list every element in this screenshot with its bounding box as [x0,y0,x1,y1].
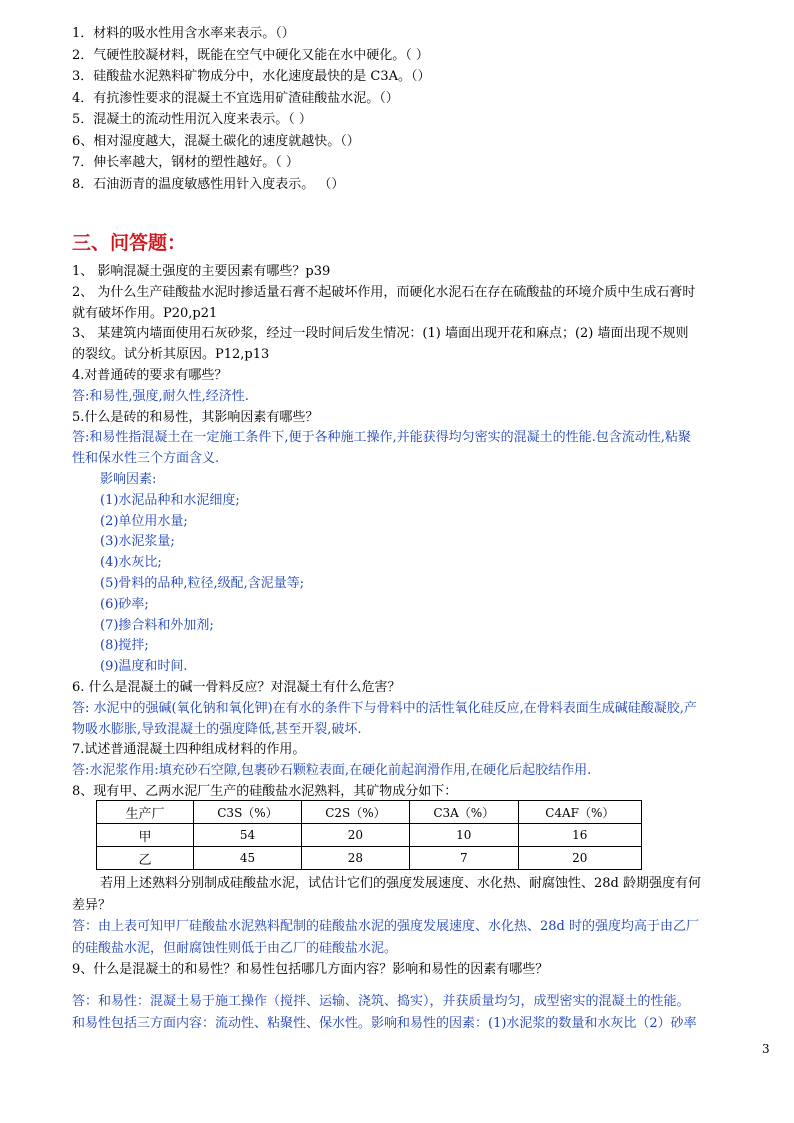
table-header-cell: C3S（%） [194,801,302,824]
qa-line: (1)水泥品种和水泥细度; [100,492,240,508]
table-header-row [97,801,642,824]
qa-line: 差异？ [72,897,112,913]
qa-line: 4.对普通砖的要求有哪些？ [72,368,228,383]
qa-line: 影响因素: [100,472,157,487]
judgement-item: 6、相对湿度越大，混凝土碳化的速度就越快。（） [72,133,360,149]
judgement-item: 1．材料的吸水性用含水率来表示。（） [72,26,295,41]
qa-line: 性和保水性三个方面含义. [72,451,220,467]
qa-line: 3、 某建筑内墙面使用石灰砂浆，经过一段时间后发生情况：(1) 墙面出现开花和麻点；(2) 墙面出现不规则 [72,326,689,342]
qa-line: 的硅酸盐水泥，但耐腐蚀性则低于由乙厂的硅酸盐水泥。 [72,940,398,956]
judgement-item: 2．气硬性胶凝材料，既能在空气中硬化又能在水中硬化。（ ） [72,47,429,63]
qa-line: 答:和易性,强度,耐久性,经济性. [72,388,249,404]
qa-line: 答：和易性：混凝土易于施工操作（搅拌、运输、浇筑、捣实），并获质量均匀，成型密实的混凝土的性能。 [72,994,690,1009]
page-number: 3 [762,1042,770,1056]
qa-line: (6)砂率; [100,596,149,612]
table-header-cell: C4AF（%） [518,801,641,824]
qa-line: 答:水泥浆作用:填充砂石空隙,包裹砂石颗粒表面,在硬化前起润滑作用,在硬化后起胶结作用. [72,763,592,779]
qa-line: 答: 水泥中的强碱(氧化钠和氧化钾)在有水的条件下与骨料中的活性氧化硅反应,在骨料表面生成碱硅酸凝胶,产 [72,700,697,716]
table-header-cell: 生产厂 [97,801,194,824]
table-cell: 7 [409,847,518,870]
qa-line: 5.什么是砖的和易性，其影响因素有哪些？ [72,409,319,425]
table-header-cell: C3A（%） [409,801,518,824]
table-cell: 乙 [97,847,194,870]
qa-line: 的裂纹。试分析其原因。P12,p13 [72,347,270,363]
table-cell: 20 [301,824,409,847]
qa-line: 就有破坏作用。P20,p21 [72,305,218,321]
qa-line: (3)水泥浆量; [100,534,175,550]
qa-line: 若用上述熟料分别制成硅酸盐水泥，试估计它们的强度发展速度、水化热、耐腐蚀性、28d 龄期强度有何 [100,876,701,891]
qa-line: 6. 什么是混凝土的碱一骨料反应？对混凝土有什么危害？ [72,680,401,695]
table-cell: 甲 [97,824,194,847]
table-row [97,847,642,870]
qa-line: (2)单位用水量; [100,513,188,529]
table-cell: 16 [518,824,641,847]
table-cell: 20 [518,847,641,870]
table-cell: 54 [194,824,302,847]
qa-line: (9)温度和时间. [100,659,188,675]
judgement-item: 4．有抗渗性要求的混凝土不宜选用矿渣硅酸盐水泥。（） [72,90,399,106]
qa-line: 9、什么是混凝土的和易性？和易性包括哪几方面内容？影响和易性的因素有哪些？ [72,962,549,977]
qa-line: 答:和易性指混凝土在一定施工条件下,便于各种施工操作,并能获得均匀密实的混凝土的性能.包含流动性,粘聚 [72,430,691,446]
table-cell: 10 [409,824,518,847]
qa-line: (8)搅拌; [100,638,149,654]
qa-line: 1、 影响混凝土强度的主要因素有哪些？p39 [72,264,331,279]
table-header-cell: C2S（%） [301,801,409,824]
judgement-item: 7．伸长率越大，钢材的塑性越好。（ ） [72,155,299,170]
judgement-item: 5．混凝土的流动性用沉入度来表示。（ ） [72,112,312,127]
qa-line: 和易性包括三方面内容：流动性、粘聚性、保水性。影响和易性的因素：(1)水泥浆的数量和水灰比（2）砂率 [72,1016,697,1031]
table-row [97,824,642,847]
judgement-item: 8．石油沥青的温度敏感性用针入度表示。 （） [72,176,345,192]
judgement-item: 3．硅酸盐水泥熟料矿物成分中，水化速度最快的是 C3A。（） [72,69,431,84]
qa-line: 答：由上表可知甲厂硅酸盐水泥熟料配制的硅酸盐水泥的强度发展速度、水化热、28d 时的强度均高于由乙厂 [72,919,699,934]
qa-line: (5)骨料的品种,粒径,级配,含泥量等; [100,576,305,591]
table-cell: 45 [194,847,302,870]
qa-line: (7)掺合料和外加剂; [100,617,214,633]
qa-line: 8、现有甲、乙两水泥厂生产的硅酸盐水泥熟料，其矿物成分如下： [72,784,458,799]
qa-line: 物吸水膨胀,导致混凝土的强度降低,甚至开裂,破坏. [72,721,362,737]
section-title: 三、问答题： [72,232,187,254]
clinker-table [96,800,642,870]
qa-line: 2、 为什么生产硅酸盐水泥时掺适量石膏不起破坏作用，而硬化水泥石在存在硫酸盐的环境介质中生成石膏时 [72,284,696,300]
table-body [97,824,642,870]
qa-line: (4)水灰比; [100,555,162,571]
table-cell: 28 [301,847,409,870]
qa-line: 7.试述普通混凝土四种组成材料的作用。 [72,742,306,758]
